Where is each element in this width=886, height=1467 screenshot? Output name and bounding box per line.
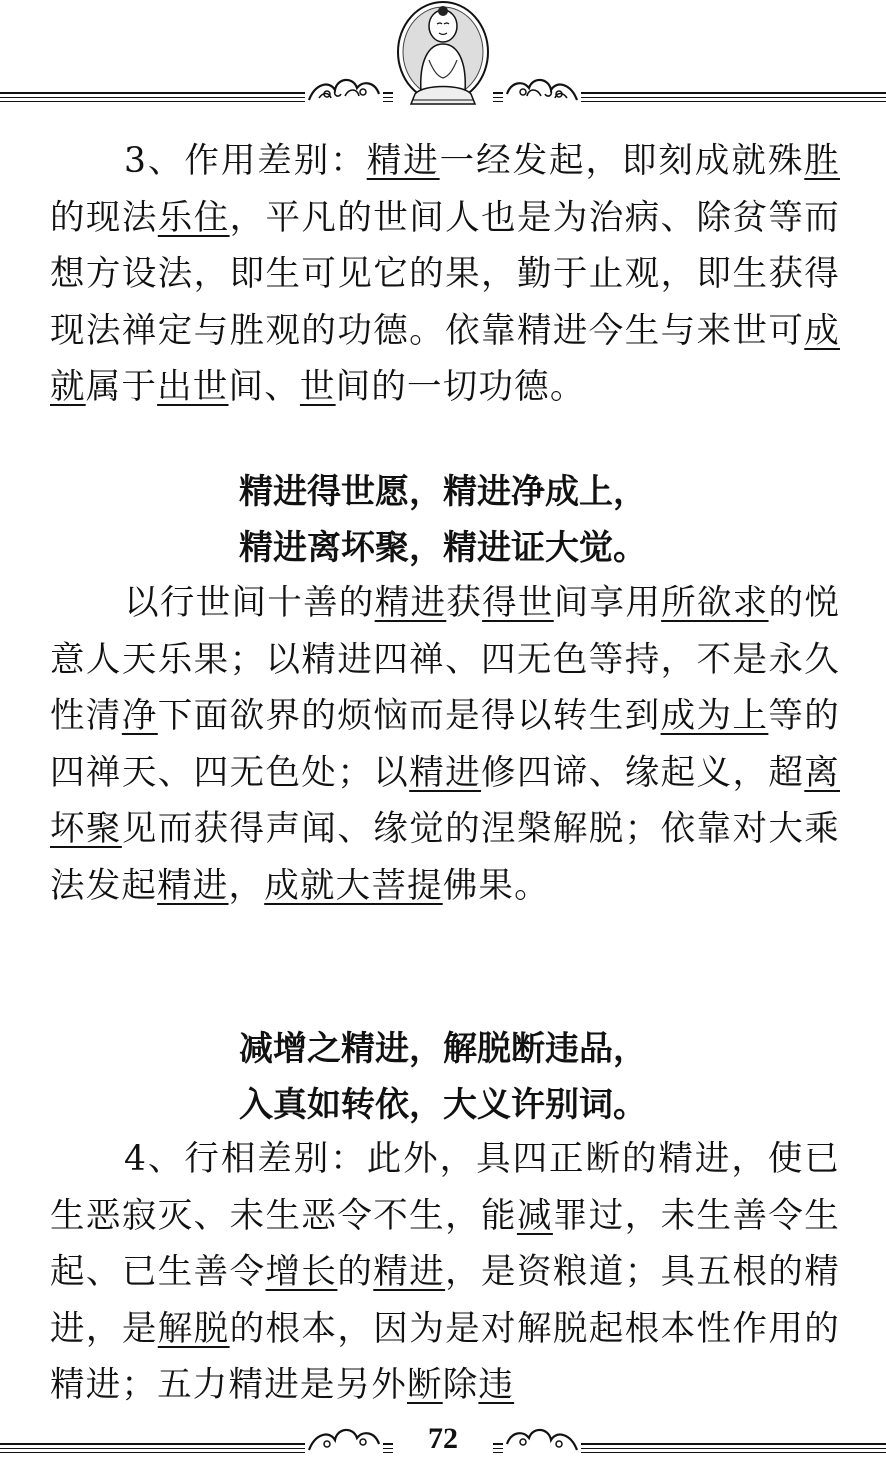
footer-cloud-left-icon xyxy=(305,1422,383,1456)
page-footer xyxy=(0,1410,886,1467)
cloud-ornament-right-icon xyxy=(503,70,581,106)
paragraph-3: 4、行相差别：此外，具四正断的精进，使已生恶寂灭、未生恶令不生，能减罪过，未生善令生起、已生善令增长的精进，是资粮道；具五根的精进，是解脱的根本，因为是对解脱起根本性作用的精进；五力精进是另外断除违 xyxy=(50,1139,841,1405)
cloud-ornament-left-icon xyxy=(305,70,383,106)
page-header xyxy=(0,0,886,110)
verse-1-line-2: 精进离坏聚，精进证大觉。 xyxy=(239,528,647,568)
paragraph-2: 以行世间十善的精进获得世间享用所欲求的悦意人天乐果；以精进四禅、四无色等持，不是永久性清净下面欲界的烦恼而是得以转生到成为上等的四禅天、四无色处；以精进修四谛、缘起义，超离坏聚见而获得声闻、缘觉的涅槃解脱；依靠对大乘法发起精进，成就大菩提佛果。 xyxy=(50,583,841,906)
footer-cloud-right-icon xyxy=(503,1422,581,1456)
verse-2-line-1: 减增之精进，解脱断违品， xyxy=(239,1029,647,1069)
buddha-emblem-icon xyxy=(393,0,493,110)
verse-2 xyxy=(0,1021,886,1133)
paragraph-1: 3、作用差别：精进一经发起，即刻成就殊胜的现法乐住，平凡的世间人也是为治病、除贫等而想方设法，即生可见它的果，勤于止观，即生获得现法禅定与胜观的功德。依靠精进今生与来世可成就属于出世间、世间的一切功德。 xyxy=(50,141,840,407)
page-number: 72 xyxy=(393,1422,493,1456)
verse-1-line-1: 精进得世愿，精进净成上， xyxy=(239,472,647,512)
verse-1 xyxy=(0,464,886,576)
verse-2-line-2: 入真如转依，大义许别词。 xyxy=(239,1085,647,1125)
